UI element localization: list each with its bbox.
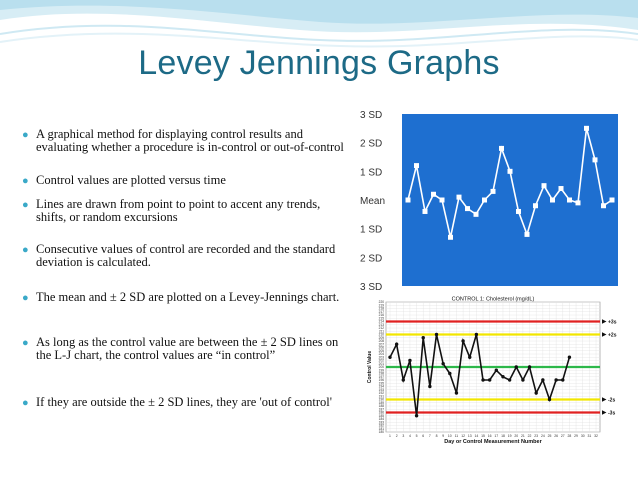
- bullet-text: The mean and ± 2 SD are plotted on a Levey-Jennings chart.: [36, 290, 340, 304]
- chart-title: CONTROL 1: Cholesterol (mg/dL): [451, 296, 535, 303]
- x-tick-label: 26: [554, 434, 559, 438]
- bullet-dot-icon: ●: [22, 397, 29, 409]
- data-point: [525, 232, 530, 237]
- limit-line-label: -3s: [608, 410, 616, 417]
- x-tick-label: 20: [514, 434, 519, 438]
- data-point: [388, 356, 391, 359]
- data-point: [482, 198, 487, 203]
- bullet-item: [22, 291, 344, 336]
- y-axis-label: 1 SD: [360, 167, 383, 179]
- y-tick-label: 211: [378, 329, 384, 334]
- limit-arrow-icon: [602, 397, 607, 401]
- bullet-item: [22, 174, 344, 198]
- data-point: [428, 385, 431, 388]
- data-point: [499, 146, 504, 151]
- x-tick-label: 3: [402, 434, 405, 438]
- data-point: [593, 157, 598, 162]
- data-point: [402, 378, 405, 381]
- y-tick-label: 192: [378, 391, 384, 396]
- bullet-item: [22, 396, 344, 426]
- y-tick-label: 203: [378, 355, 384, 360]
- x-tick-label: 24: [540, 434, 545, 438]
- y-tick-label: 220: [378, 300, 384, 305]
- x-axis-label: Day or Control Measurement Number: [444, 439, 542, 445]
- cholesterol-control-chart: [364, 296, 620, 446]
- data-point: [528, 365, 531, 368]
- data-point: [601, 203, 606, 208]
- slide-title: Levey Jennings Graphs: [138, 44, 500, 82]
- limit-arrow-icon: [602, 410, 607, 414]
- y-axis-label: 3 SD: [360, 282, 383, 290]
- y-tick-label: 218: [378, 306, 384, 311]
- y-axis-label: 3 SD: [360, 110, 383, 121]
- y-tick-label: 189: [378, 400, 384, 405]
- data-point: [516, 209, 521, 214]
- y-tick-label: 204: [378, 352, 384, 357]
- x-tick-label: 18: [501, 434, 505, 438]
- data-point: [491, 189, 496, 194]
- limit-arrow-icon: [602, 319, 607, 323]
- data-point: [423, 209, 428, 214]
- x-tick-label: 27: [560, 434, 565, 438]
- x-tick-label: 11: [454, 434, 459, 438]
- data-point: [468, 356, 471, 359]
- y-tick-label: 185: [378, 413, 384, 418]
- y-tick-label: 209: [378, 335, 384, 340]
- bullet-dot-icon: ●: [22, 175, 29, 187]
- limit-line-label: +2s: [608, 332, 617, 339]
- bullet-dot-icon: ●: [22, 337, 29, 349]
- x-tick-label: 23: [534, 434, 539, 438]
- data-point: [475, 333, 478, 336]
- y-tick-label: 198: [378, 371, 384, 376]
- data-point: [533, 203, 538, 208]
- x-tick-label: 13: [467, 434, 472, 438]
- y-tick-label: 195: [378, 381, 384, 386]
- bullet-text: Consecutive values of control are recorded and the standard deviation is calculated.: [36, 242, 336, 269]
- y-tick-label: 196: [378, 378, 384, 383]
- y-tick-label: 197: [378, 374, 384, 379]
- y-tick-label: 215: [378, 316, 384, 321]
- x-tick-label: 30: [580, 434, 585, 438]
- data-point: [488, 378, 491, 381]
- x-tick-label: 19: [507, 434, 512, 438]
- bullet-text: If they are outside the ± 2 SD lines, they are 'out of control': [36, 395, 333, 409]
- data-point: [584, 126, 589, 131]
- y-axis-label: 1 SD: [360, 224, 383, 236]
- x-tick-label: 28: [567, 434, 572, 438]
- y-tick-label: 205: [378, 348, 384, 353]
- bullet-item: [22, 198, 344, 243]
- y-tick-label: 182: [378, 423, 384, 428]
- bullet-text: A graphical method for displaying control results and evaluating whether a procedure is in-control or out-of-control: [36, 127, 344, 154]
- y-tick-label: 183: [378, 420, 384, 425]
- data-point: [448, 372, 451, 375]
- x-tick-label: 5: [415, 434, 418, 438]
- x-tick-label: 16: [487, 434, 492, 438]
- data-point: [550, 198, 555, 203]
- bullet-dot-icon: ●: [22, 292, 29, 304]
- bullet-text: Control values are plotted versus time: [36, 173, 226, 187]
- data-point: [435, 333, 438, 336]
- x-tick-label: 31: [587, 434, 592, 438]
- x-tick-label: 7: [428, 434, 431, 438]
- data-point: [534, 391, 537, 394]
- y-tick-label: 190: [378, 397, 384, 402]
- data-point: [440, 198, 445, 203]
- data-point: [422, 336, 425, 339]
- data-point: [515, 365, 518, 368]
- data-point: [559, 186, 564, 191]
- y-tick-label: 187: [378, 407, 384, 412]
- x-tick-label: 12: [461, 434, 465, 438]
- bullet-text: Lines are drawn from point to point to accent any trends, shifts, or random excursions: [36, 197, 321, 224]
- data-point: [408, 359, 411, 362]
- data-point: [541, 378, 544, 381]
- x-tick-label: 25: [547, 434, 552, 438]
- data-point: [508, 378, 511, 381]
- data-point: [415, 414, 418, 417]
- data-point: [431, 192, 436, 197]
- y-tick-label: 186: [378, 410, 384, 415]
- y-tick-label: 216: [378, 313, 384, 318]
- y-tick-label: 193: [378, 387, 384, 392]
- data-point: [501, 375, 504, 378]
- x-tick-label: 9: [442, 434, 445, 438]
- x-tick-label: 29: [574, 434, 578, 438]
- x-tick-label: 4: [408, 434, 411, 438]
- data-point: [455, 391, 458, 394]
- x-tick-label: 32: [594, 434, 598, 438]
- x-tick-label: 17: [494, 434, 499, 438]
- data-point: [521, 378, 524, 381]
- bullet-item: [22, 243, 344, 291]
- data-point: [567, 198, 572, 203]
- data-point: [495, 369, 498, 372]
- limit-line-label: -2s: [608, 397, 616, 404]
- y-tick-label: 184: [378, 417, 384, 422]
- data-point: [568, 356, 571, 359]
- y-tick-label: 210: [378, 332, 384, 337]
- data-point: [457, 195, 462, 200]
- y-tick-label: 208: [378, 339, 384, 344]
- bullet-item: [22, 128, 344, 174]
- bullet-dot-icon: ●: [22, 199, 29, 211]
- data-point: [508, 169, 513, 174]
- x-tick-label: 1: [389, 434, 391, 438]
- y-tick-label: 191: [378, 394, 384, 399]
- data-point: [554, 378, 557, 381]
- y-tick-label: 214: [378, 319, 384, 324]
- bullet-text: As long as the control value are between the ± 2 SD lines on the L-J chart, the control values are “in control”: [36, 335, 339, 362]
- x-tick-label: 6: [422, 434, 425, 438]
- y-tick-label: 202: [378, 358, 384, 363]
- data-point: [481, 378, 484, 381]
- y-tick-label: 199: [378, 368, 384, 373]
- bullet-list: [22, 128, 344, 426]
- y-tick-label: 212: [378, 326, 384, 331]
- x-tick-label: 15: [481, 434, 485, 438]
- bullet-dot-icon: ●: [22, 129, 29, 141]
- y-tick-label: 201: [378, 361, 384, 366]
- limit-line-label: +3s: [608, 319, 617, 326]
- y-tick-label: 194: [378, 384, 384, 389]
- bullet-dot-icon: ●: [22, 244, 29, 256]
- data-point: [441, 362, 444, 365]
- x-tick-label: 22: [527, 434, 532, 438]
- y-tick-label: 217: [378, 309, 384, 314]
- bullet-item: [22, 336, 344, 396]
- data-point: [448, 235, 453, 240]
- data-point: [610, 198, 615, 203]
- y-tick-label: 181: [378, 426, 384, 431]
- y-axis-label: 2 SD: [360, 253, 383, 265]
- data-point: [406, 198, 411, 203]
- y-tick-label: 200: [378, 365, 384, 370]
- x-tick-label: 2: [395, 434, 398, 438]
- y-axis-label: 2 SD: [360, 138, 383, 150]
- data-point: [414, 163, 419, 168]
- y-tick-label: 213: [378, 322, 384, 327]
- y-axis-label: Control Value: [367, 350, 373, 384]
- data-point: [395, 343, 398, 346]
- data-point: [474, 212, 479, 217]
- data-point: [542, 183, 547, 188]
- limit-arrow-icon: [602, 332, 607, 336]
- x-tick-label: 10: [447, 434, 452, 438]
- data-point: [465, 206, 470, 211]
- y-tick-label: 180: [378, 430, 384, 435]
- data-point: [561, 378, 564, 381]
- y-axis-label: Mean: [360, 196, 386, 207]
- x-tick-label: 8: [435, 434, 438, 438]
- y-tick-label: 188: [378, 404, 384, 409]
- y-tick-label: 207: [378, 342, 384, 347]
- data-point: [576, 200, 581, 205]
- x-tick-label: 21: [521, 434, 525, 438]
- sd-control-chart: [356, 110, 622, 290]
- x-tick-label: 14: [474, 434, 479, 438]
- y-tick-label: 219: [378, 303, 384, 308]
- y-tick-label: 206: [378, 345, 384, 350]
- data-point: [548, 398, 551, 401]
- data-point: [461, 339, 464, 342]
